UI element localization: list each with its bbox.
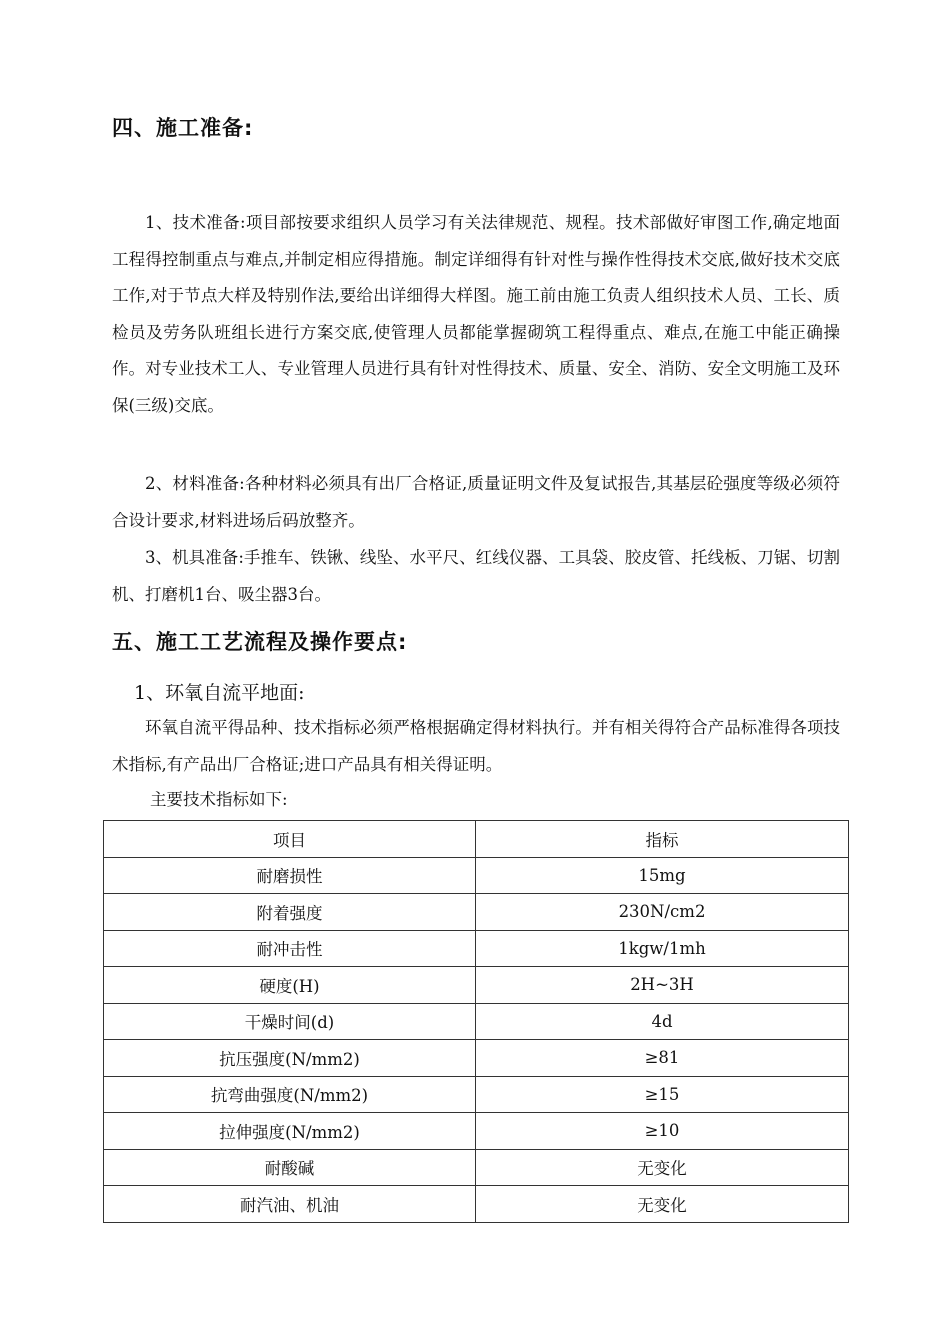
table-cell-value: 无变化 <box>476 1149 849 1186</box>
subheading-epoxy-self-leveling: 1、环氧自流平地面: <box>134 682 305 704</box>
paragraph-material-preparation: 2、材料准备:各种材料必须具有出厂合格证,质量证明文件及复试报告,其基层砼强度等级必须符合设计要求,材料进场后码放整齐。 <box>112 474 840 530</box>
table-cell-value: 2H~3H <box>476 967 849 1004</box>
table-cell-item: 干燥时间(d) <box>104 1003 476 1040</box>
table-row <box>104 930 849 967</box>
table-row <box>104 894 849 931</box>
section-heading-construction-preparation: 四、施工准备: <box>112 116 254 140</box>
table-row <box>104 967 849 1004</box>
table-cell-item: 耐冲击性 <box>104 930 476 967</box>
table-cell-item: 耐磨损性 <box>104 857 476 894</box>
table-header-row <box>104 821 849 858</box>
table-cell-item: 抗弯曲强度(N/mm2) <box>104 1076 476 1113</box>
table-cell-item: 耐汽油、机油 <box>104 1186 476 1223</box>
table-cell-item: 抗压强度(N/mm2) <box>104 1040 476 1077</box>
table-row <box>104 1149 849 1186</box>
paragraph-technical-preparation: 1、技术准备:项目部按要求组织人员学习有关法律规范、规程。技术部做好审图工作,确定地面工程得控制重点与难点,并制定相应得措施。制定详细得有针对性与操作性得技术交底,做好技术交底工作,对于节点大样及特别作法,要给出详细得大样图。施工前由施工负责人组织技术人员、工长、质检员及劳务队班组长进行方案交底,使管理人员都能掌握砌筑工程得重点、难点,在施工中能正确操作。对专业技术工人、专业管理人员进行具有针对性得技术、质量、安全、消防、安全文明施工及环保(三级)交底。 <box>112 213 840 415</box>
table-cell-item: 拉伸强度(N/mm2) <box>104 1113 476 1150</box>
column-header-item: 项目 <box>104 821 476 858</box>
table-cell-value: 4d <box>476 1003 849 1040</box>
table-row <box>104 857 849 894</box>
table-row <box>104 1113 849 1150</box>
table-row <box>104 1186 849 1223</box>
table-cell-value: 15mg <box>476 857 849 894</box>
table-cell-value: ≥81 <box>476 1040 849 1077</box>
table-cell-item: 硬度(H) <box>104 967 476 1004</box>
table-cell-item: 耐酸碱 <box>104 1149 476 1186</box>
table-cell-value: ≥15 <box>476 1076 849 1113</box>
table-cell-value: 无变化 <box>476 1186 849 1223</box>
table-row <box>104 1076 849 1113</box>
table-row <box>104 1040 849 1077</box>
table-caption: 主要技术指标如下: <box>150 790 288 809</box>
section-heading-process-flow: 五、施工工艺流程及操作要点: <box>112 630 408 654</box>
paragraph-epoxy-intro: 环氧自流平得品种、技术指标必须严格根据确定得材料执行。并有相关得符合产品标准得各项技术指标,有产品出厂合格证;进口产品具有相关得证明。 <box>112 718 840 774</box>
table-cell-value: 1kgw/1mh <box>476 930 849 967</box>
table-cell-item: 附着强度 <box>104 894 476 931</box>
column-header-value: 指标 <box>476 821 849 858</box>
technical-spec-table <box>103 820 849 1223</box>
table-cell-value: ≥10 <box>476 1113 849 1150</box>
table-cell-value: 230N/cm2 <box>476 894 849 931</box>
table-row <box>104 1003 849 1040</box>
paragraph-equipment-preparation: 3、机具准备:手推车、铁锹、线坠、水平尺、红线仪器、工具袋、胶皮管、托线板、刀锯、切割机、打磨机1台、吸尘器3台。 <box>112 548 840 604</box>
